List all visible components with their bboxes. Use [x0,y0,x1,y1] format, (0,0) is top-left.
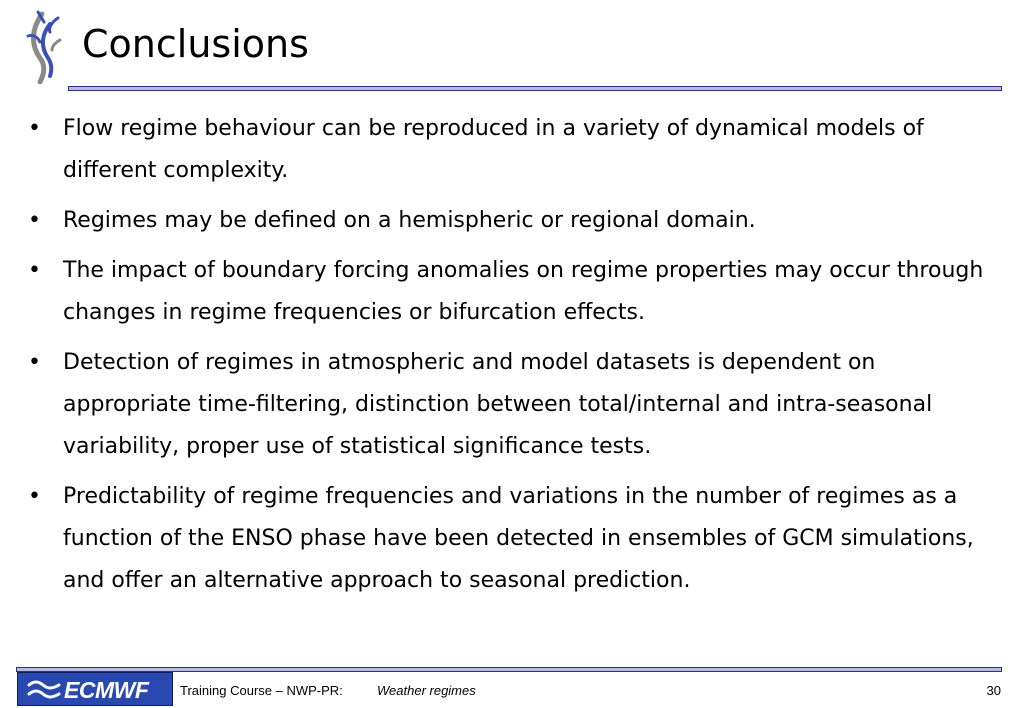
conclusion-text: Regimes may be defined on a hemispheric or regional domain. [63,208,756,233]
conclusion-item [28,108,994,192]
bullet-marker: • [28,116,41,141]
ecmwf-footer-logo [17,672,173,706]
topic-label: Weather regimes [377,683,476,698]
conclusion-item [28,200,994,242]
bullet-marker: • [28,350,41,375]
conclusion-item [28,250,994,334]
title-divider [68,86,1002,91]
course-label: Training Course – NWP-PR: [180,683,343,698]
page-number: 30 [986,683,1001,698]
conclusion-text: Predictability of regime frequencies and variations in the number of regimes as a function of the ENSO phase have been detected in ensembles of GCM simulations, and offer an alternative approach to seasonal prediction. [63,484,974,593]
ecmwf-logo-text: ECMWF [64,677,149,703]
conclusion-text: Flow regime behaviour can be reproduced in a variety of dynamical models of different complexity. [63,116,924,183]
conclusion-item [28,342,994,468]
bullet-marker: • [28,258,41,283]
ecmwf-swirl-logo-icon [22,10,70,84]
conclusion-list [28,108,994,610]
bullet-marker: • [28,208,41,233]
wave-icon [27,679,61,701]
conclusion-text: Detection of regimes in atmospheric and model datasets is dependent on appropriate time-filtering, distinction between total/internal and intra-seasonal variability, proper use of statistical significance tests. [63,350,933,459]
slide-title: Conclusions [82,22,309,66]
conclusion-item [28,476,994,602]
conclusion-text: The impact of boundary forcing anomalies on regime properties may occur through changes in regime frequencies or bifurcation effects. [63,258,984,325]
bullet-marker: • [28,484,41,509]
